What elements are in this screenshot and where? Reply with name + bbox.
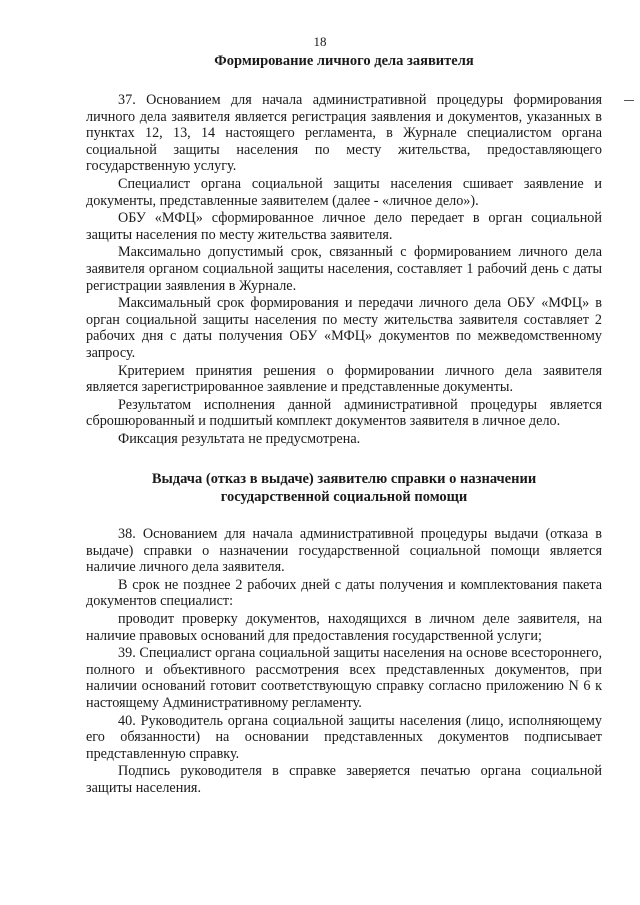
paragraph: Специалист органа социальной защиты населения сшивает заявление и документы, представленные заявителем (далее - «личное дело»). (86, 175, 602, 209)
section-heading-line: Выдача (отказ в выдаче) заявителю справки о назначении (151, 471, 537, 487)
paragraph: Подпись руководителя в справке заверяется печатью органа социальной защиты населения. (86, 763, 602, 796)
section-body-personal-file (86, 92, 602, 448)
section-body-certificate (86, 526, 602, 798)
paragraph: В срок не позднее 2 рабочих дней с даты получения и комплектования пакета документов специалист: (86, 576, 602, 610)
paragraph: Критерием принятия решения о формировании личного дела заявителя является зарегистрированное заявление и представленные документы. (86, 362, 602, 396)
paragraph-37: 37. Основанием для начала административной процедуры формирования личного дела заявителя является регистрация заявления и документов, указанных в пунктах 12, 13, 14 настоящего регламента, в Журнале специалистом органа социальной защиты населения по месту жительства, предоставляющего государственную услугу. (86, 92, 602, 175)
section-heading-personal-file (80, 52, 608, 70)
section-heading-certificate (80, 470, 608, 506)
paragraph-38: 38. Основанием для начала административной процедуры выдачи (отказа в выдаче) справки о назначении государственной социальной помощи является наличие личного дела заявителя. (86, 526, 602, 576)
section-heading-line: государственной социальной помощи (220, 489, 468, 505)
paragraph-39: 39. Специалист органа социальной защиты населения на основе всестороннего, полного и объективного рассмотрения всех представленных документов, при наличии оснований готовит соответствующую справку согласно приложению N 6 к настоящему Административному регламенту. (86, 645, 602, 711)
section-heading-text: Формирование личного дела заявителя (214, 53, 474, 69)
paragraph: Максимально допустимый срок, связанный с формированием личного дела заявителя органом социальной защиты населения, составляет 1 рабочий день с даты регистрации заявления в Журнале. (86, 244, 602, 294)
scan-edge-mark (624, 100, 634, 101)
paragraph: ОБУ «МФЦ» сформированное личное дело передает в орган социальной защиты населения по месту жительства заявителя. (86, 210, 602, 243)
paragraph: Фиксация результата не предусмотрена. (118, 430, 361, 447)
paragraph: Результатом исполнения данной административной процедуры является сброшюрованный и подшитый комплект документов заявителя в личное дело. (86, 396, 602, 430)
paragraph: Максимальный срок формирования и передачи личного дела ОБУ «МФЦ» в орган социальной защиты населения по месту жительства заявителя составляет 2 рабочих дня с даты получения ОБУ «МФЦ» документов по межведомственному запросу. (86, 295, 602, 361)
paragraph-40: 40. Руководитель органа социальной защиты населения (лицо, исполняющему его обязанности) на основании представленных документов подписывает представленную справку. (86, 712, 602, 762)
paragraph: проводит проверку документов, находящихся в личном деле заявителя, на наличие правовых оснований для предоставления государственной услуги; (86, 610, 602, 644)
page-number: 18 (313, 34, 327, 49)
